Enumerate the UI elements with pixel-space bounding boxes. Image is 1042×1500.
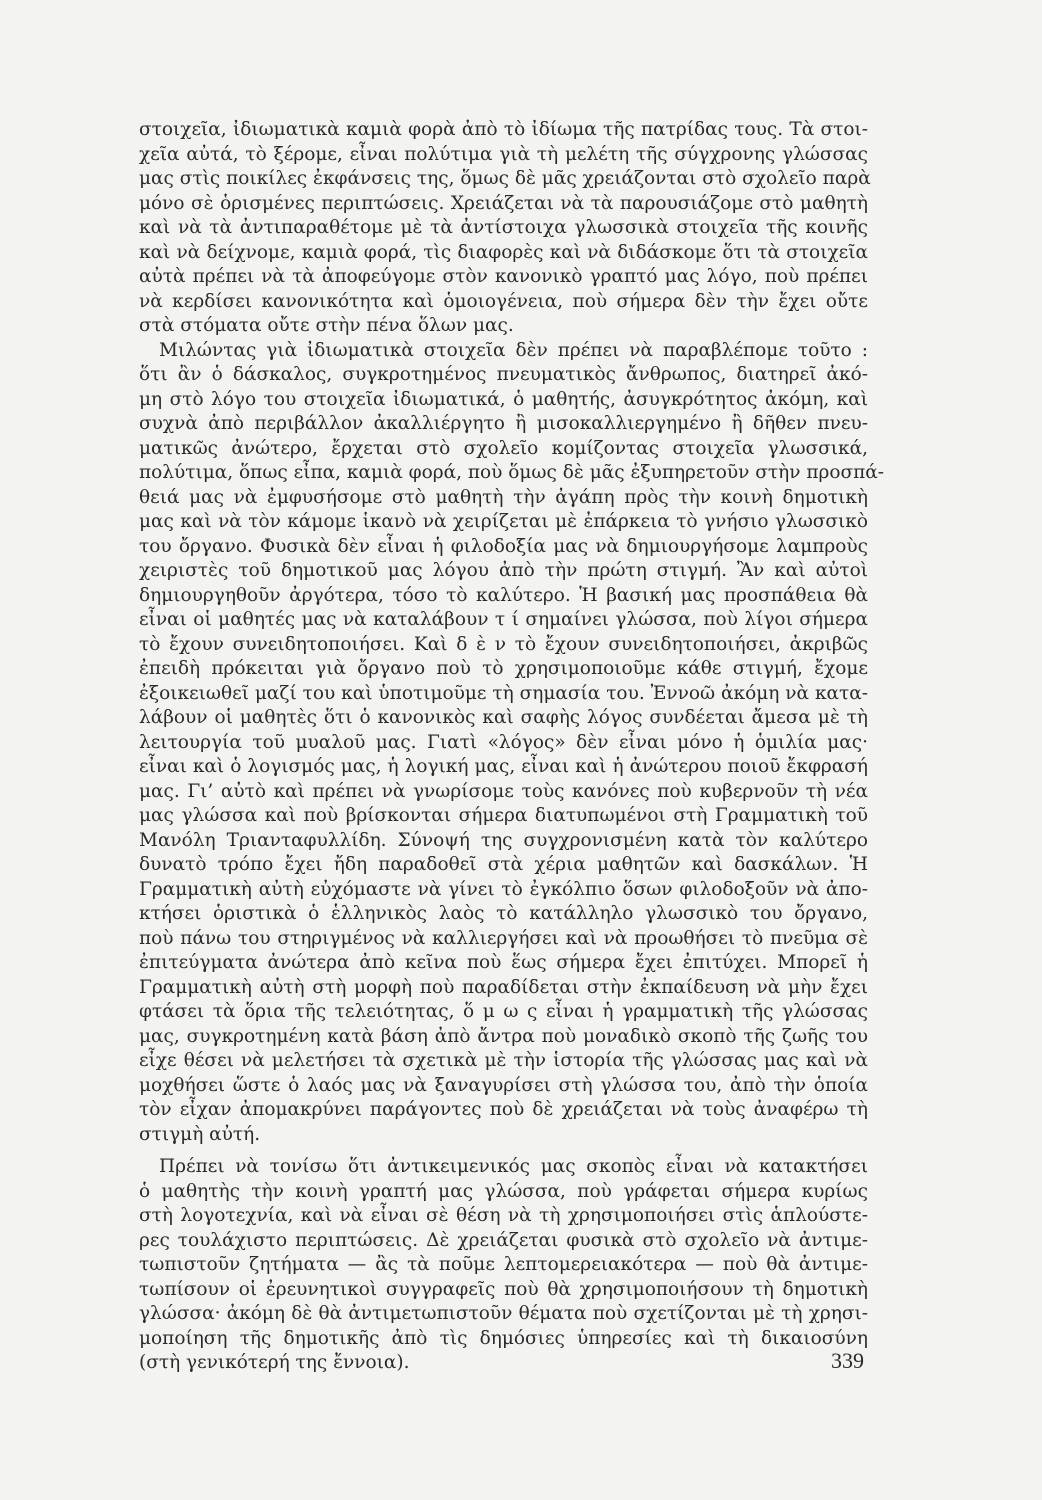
text-line: δημιουργηθοῦν ἀργότερα, τόσο τὸ καλύτερο. Ἡ βασική μας προσπάθεια θὰ: [139, 584, 868, 606]
text-line: συχνὰ ἀπὸ περιβάλλον ἀκαλλιέργητο ἢ μισοκαλλιεργημένο ἢ δῆθεν πνευ-: [139, 413, 868, 434]
text-line: στὰ στόματα οὔτε στὴν πένα ὅλων μας.: [139, 315, 514, 336]
text-line: πολύτιμα, ὅπως εἶπα, καμιὰ φορά, ποὺ ὅμως δὲ μᾶς ἐξυπηρετοῦν στὴν προσπά-: [139, 462, 885, 483]
text-line: του ὄργανο. Φυσικὰ δὲν εἶναι ἡ φιλοδοξία μας νὰ δημιουργήσομε λαμπροὺς: [139, 535, 868, 557]
text-line: ἐξοικειωθεῖ μαζί του καὶ ὑποτιμοῦμε τὴ σημασία του. Ἐννοῶ ἀκόμη νὰ κατα-: [139, 682, 868, 704]
text-line: τὸ ἔχουν συνειδητοποιήσει. Καὶ δ ὲ ν τὸ ἔχουν συνειδητοποιήσει, ἀκριβῶς: [139, 633, 868, 655]
text-line: Πρέπει νὰ τονίσω ὅτι ἀντικειμενικός μας σκοπὸς εἶναι νὰ κατακτήσει: [159, 1156, 868, 1177]
text-line: χεῖα αὐτά, τὸ ξέρομε, εἶναι πολύτιμα γιὰ τὴ μελέτη τῆς σύγχρονης γλώσσας: [139, 143, 868, 165]
text-line: γλώσσα· ἀκόμη δὲ θὰ ἀντιμετωπιστοῦν θέματα ποὺ σχετίζονται μὲ τὴ χρησι-: [139, 1303, 868, 1324]
text-line: ὅτι ἂν ὁ δάσκαλος, συγκροτημένος πνευματικὸς ἄνθρωπος, διατηρεῖ ἀκό-: [139, 364, 868, 385]
text-line: ἐπιτεύγματα ἀνώτερα ἀπὸ κεῖνα ποὺ ἕως σήμερα ἔχει ἐπιτύχει. Μπορεῖ ἡ: [139, 952, 868, 973]
text-line: Γραμματικὴ αὐτὴ εὐχόμαστε νὰ γίνει τὸ ἐγκόλπιο ὅσων φιλοδοξοῦν νὰ ἀπο-: [139, 878, 868, 900]
text-line: θειά μας νὰ ἐμφυσήσομε στὸ μαθητὴ τὴν ἀγάπη πρὸς τὴν κοινὴ δημοτικὴ: [139, 486, 868, 508]
text-line: μας στὶς ποικίλες ἐκφάνσεις της, ὅμως δὲ μᾶς χρειάζονται στὸ σχολεῖο παρὰ: [139, 168, 871, 189]
text-line: μη στὸ λόγο του στοιχεῖα ἰδιωματικά, ὁ μαθητής, ἀσυγκρότητος ἀκόμη, καὶ: [139, 388, 868, 410]
text-line: (στὴ γενικότερή της ἔννοια).: [139, 1352, 410, 1373]
text-line: τωπιστοῦν ζητήματα — ἂς τὰ ποῦμε λεπτομερειακότερα — ποὺ θὰ ἀντιμε-: [139, 1254, 868, 1275]
text-line: μας γλώσσα καὶ ποὺ βρίσκονται σήμερα διατυπωμένοι στὴ Γραμματικὴ τοῦ: [139, 805, 868, 826]
text-line: μας καὶ νὰ τὸν κάμομε ἱκανὸ νὰ χειρίζεται μὲ ἐπάρκεια τὸ γνήσιο γλωσσικὸ: [139, 511, 868, 532]
body-text: [139, 118, 885, 1376]
text-line: στοιχεῖα, ἰδιωματικὰ καμιὰ φορὰ ἀπὸ τὸ ἰδίωμα τῆς πατρίδας τους. Τὰ στοι-: [139, 119, 868, 140]
paragraph: [139, 1155, 868, 1376]
text-line: λειτουργία τοῦ μυαλοῦ μας. Γιατὶ «λόγος» δὲν εἶναι μόνο ἡ ὁμιλία μας·: [139, 731, 868, 753]
text-line: δυνατὸ τρόπο ἔχει ἤδη παραδοθεῖ στὰ χέρια μαθητῶν καὶ δασκάλων. Ἡ: [139, 854, 868, 875]
text-line: στὴ λογοτεχνία, καὶ νὰ εἶναι σὲ θέση νὰ τὴ χρησιμοποιήσει στὶς ἁπλούστε-: [139, 1205, 868, 1226]
text-line: Γραμματικὴ αὐτὴ στὴ μορφὴ ποὺ παραδίδεται στὴν ἐκπαίδευση νὰ μὴν ἔχει: [139, 976, 868, 998]
text-line: στιγμὴ αὐτή.: [139, 1123, 261, 1145]
paragraph: [139, 339, 885, 1148]
text-line: Μανόλη Τριανταφυλλίδη. Σύνοψή της συγχρονισμένη κατὰ τὸν καλύτερο: [139, 829, 868, 851]
text-line: καὶ νὰ δείχνομε, καμιὰ φορά, τὶς διαφορὲς καὶ νὰ διδάσκομε ὅτι τὰ στοιχεῖα: [139, 241, 868, 263]
text-line: φτάσει τὰ ὅρια τῆς τελειότητας, ὅ μ ω ς εἶναι ἡ γραμματικὴ τῆς γλώσσας: [139, 1001, 868, 1022]
paragraph: [139, 118, 871, 339]
text-line: ποὺ πάνω του στηριγμένος νὰ καλλιεργήσει καὶ νὰ προωθήσει τὸ πνεῦμα σὲ: [139, 927, 868, 949]
text-line: λάβουν οἱ μαθητὲς ὅτι ὁ κανονικὸς καὶ σαφὴς λόγος συνδέεται ἄμεσα μὲ τὴ: [139, 707, 868, 728]
text-line: εἶχε θέσει νὰ μελετήσει τὰ σχετικὰ μὲ τὴν ἱστορία τῆς γλώσσας μας καὶ νὰ: [139, 1050, 868, 1071]
text-line: Μιλώντας γιὰ ἰδιωματικὰ στοιχεῖα δὲν πρέπει νὰ παραβλέπομε τοῦτο :: [159, 339, 868, 361]
page-number: 339: [831, 1348, 864, 1373]
text-line: ματικῶς ἀνώτερο, ἔρχεται στὸ σχολεῖο κομίζοντας στοιχεῖα γλωσσικά,: [139, 437, 868, 459]
text-line: εἶναι καὶ ὁ λογισμός μας, ἡ λογική μας, εἶναι καὶ ἡ ἀνώτερου ποιοῦ ἔκφρασή: [139, 756, 868, 777]
text-line: ὁ μαθητὴς τὴν κοινὴ γραπτή μας γλώσσα, ποὺ γράφεται σήμερα κυρίως: [139, 1180, 868, 1202]
text-line: ρες τουλάχιστο περιπτώσεις. Δὲ χρειάζεται φυσικὰ στὸ σχολεῖο νὰ ἀντιμε-: [139, 1229, 868, 1251]
text-line: χειριστὲς τοῦ δημοτικοῦ μας λόγου ἀπὸ τὴν πρώτη στιγμή. Ἂν καὶ αὐτοὶ: [139, 560, 868, 581]
text-line: νὰ κερδίσει κανονικότητα καὶ ὁμοιογένεια, ποὺ σήμερα δὲν τὴν ἔχει οὔτε: [139, 290, 868, 312]
text-line: μας. Γι’ αὐτὸ καὶ πρέπει νὰ γνωρίσομε τοὺς κανόνες ποὺ κυβερνοῦν τὴ νέα: [139, 780, 868, 802]
text-line: ἐπειδὴ πρόκειται γιὰ ὄργανο ποὺ τὸ χρησιμοποιοῦμε κάθε στιγμή, ἔχομε: [139, 658, 868, 679]
text-line: εἶναι οἱ μαθητές μας νὰ καταλάβουν τ ί σημαίνει γλώσσα, ποὺ λίγοι σήμερα: [139, 609, 868, 630]
text-line: κτήσει ὁριστικὰ ὁ ἑλληνικὸς λαὸς τὸ κατάλληλο γλωσσικὸ του ὄργανο,: [139, 903, 868, 924]
text-line: καὶ νὰ τὰ ἀντιπαραθέτομε μὲ τὰ ἀντίστοιχα γλωσσικὰ στοιχεῖα τῆς κοινῆς: [139, 217, 868, 238]
text-line: αὐτὰ πρέπει νὰ τὰ ἀποφεύγομε στὸν κανονικὸ γραπτό μας λόγο, ποὺ πρέπει: [139, 266, 868, 287]
text-line: τωπίσουν οἱ ἐρευνητικοὶ συγγραφεῖς ποὺ θὰ χρησιμοποιήσουν τὴ δημοτικὴ: [139, 1278, 868, 1300]
text-line: μοποίηση τῆς δημοτικῆς ἀπὸ τὶς δημόσιες ὑπηρεσίες καὶ τὴ δικαιοσύνη: [139, 1327, 868, 1349]
text-line: τὸν εἶχαν ἀπομακρύνει παράγοντες ποὺ δὲ χρειάζεται νὰ τοὺς ἀναφέρω τὴ: [139, 1099, 868, 1120]
text-line: μόνο σὲ ὁρισμένες περιπτώσεις. Χρειάζεται νὰ τὰ παρουσιάζομε στὸ μαθητὴ: [139, 192, 868, 214]
text-line: μοχθήσει ὥστε ὁ λαός μας νὰ ξαναγυρίσει στὴ γλώσσα του, ἀπὸ τὴν ὁποία: [139, 1074, 868, 1096]
text-line: μας, συγκροτημένη κατὰ βάση ἀπὸ ἄντρα ποὺ μοναδικὸ σκοπὸ τῆς ζωῆς του: [139, 1025, 868, 1047]
